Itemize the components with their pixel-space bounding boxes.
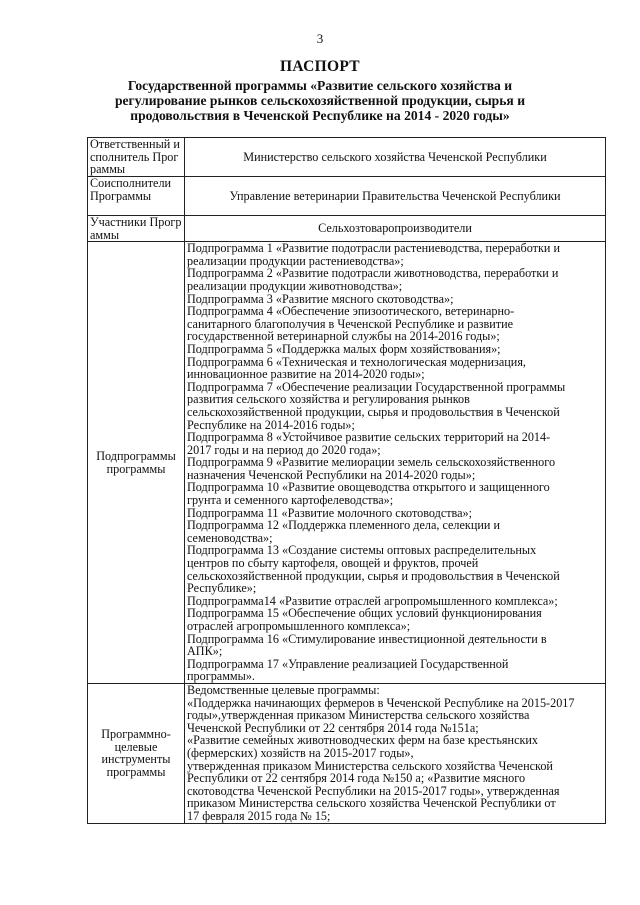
text-line: Республике»; (187, 581, 257, 596)
text-line: «Поддержка начинающих фермеров в Чеченской Республике на 2015-2017 (187, 695, 575, 710)
table-row-participants (88, 216, 606, 242)
text-line: семеноводства»; (187, 530, 273, 545)
text-line: инновационное развитие на 2014-2020 годы»; (187, 367, 425, 382)
text-line: грунта и семенного картофелеводства»; (187, 493, 394, 508)
text-line: Подпрограмма 1 «Развитие подотрасли растениеводства, переработки и (187, 241, 560, 256)
text-line: Подпрограмма 8 «Устойчивое развитие сельских территорий на 2014- (187, 430, 551, 445)
text-line: Подпрограмма 2 «Развитие подотрасли животноводства, переработки и (187, 266, 559, 281)
text-line: Подпрограмма 10 «Развитие овощеводства открытого и защищенного (187, 480, 550, 495)
label-instruments: Программно-целевые инструменты программы (88, 683, 185, 823)
text-line: 2017 годы и на период до 2020 года»; (187, 442, 381, 457)
text-line: Республики от 22 сентября 2014 года №150 а; «Развитие мясного (187, 771, 526, 786)
table-row-co-executors (88, 177, 606, 216)
text-line: Подпрограмма 9 «Развитие мелиорации земель сельскохозяйственного (187, 455, 556, 470)
value-instruments (185, 683, 606, 823)
text-line: государственной ветеринарной службы на 2014-2016 годы»; (187, 329, 500, 344)
document-subtitle (60, 78, 580, 123)
text-line: отраслей агропромышленного комплекса»; (187, 619, 411, 633)
table-row-instruments (88, 683, 606, 823)
document-title: ПАСПОРТ (280, 58, 360, 75)
text-line: Подпрограмма 12 «Поддержка племенного дела, селекции и (187, 518, 500, 533)
text-line: программы». (187, 669, 255, 684)
text-line: Подпрограмма 3 «Развитие мясного скотоводства»; (187, 291, 454, 306)
text-line: реализации продукции животноводства»; (187, 278, 403, 293)
subtitle-line: регулирование рынков сельскохозяйственной продукции, сырья и (114, 93, 526, 108)
text-line: сельскохозяйственной продукции, сырья и продовольствия в Чеченской (187, 404, 560, 419)
text-line: скотоводства Чеченской Республики на 2015-2017 годы», утвержденная (187, 783, 560, 798)
subtitle-line: продовольствия в Чеченской Республике на 2014 - 2020 годы» (130, 108, 510, 123)
label-responsible: Ответственный исполнитель Программы (88, 138, 185, 177)
text-line: сельскохозяйственной продукции, сырья и продовольствия в Чеченской (187, 568, 560, 583)
label-co-executors: Соисполнители Программы (88, 177, 185, 216)
label-subprograms: Подпрограммы программы (88, 242, 185, 684)
table-row-responsible (88, 138, 606, 177)
text-line: Подпрограмма 4 «Обеспечение эпизоотического, ветеринарно- (187, 304, 515, 319)
text-line: Подпрограмма 17 «Управление реализацией Государственной (187, 656, 509, 671)
text-line: назначения Чеченской Республики на 2014-2020 годы»; (187, 467, 476, 482)
passport-table (87, 137, 606, 824)
value-subprograms (185, 242, 606, 684)
text-line: 17 февраля 2015 года № 15; (187, 808, 331, 823)
text-line: Подпрограмма14 «Развитие отраслей агропромышленного комплекса»; (187, 593, 558, 608)
text-line: приказом Министерства сельского хозяйства Чеченской Республики от (187, 796, 556, 811)
text-line: Подпрограмма 13 «Создание системы оптовых распределительных (187, 543, 537, 558)
label-participants: Участники Программы (88, 216, 185, 242)
text-line: Подпрограмма 15 «Обеспечение общих условий функционирования (187, 606, 542, 621)
text-line: Подпрограмма 6 «Техническая и технологическая модернизация, (187, 354, 526, 369)
text-line: годы»,утвержденная приказом Министерства сельского хозяйства (187, 708, 530, 723)
text-line: Подпрограмма 5 «Поддержка малых форм хозяйствования»; (187, 341, 501, 356)
text-line: центров по сбыту картофеля, овощей и фруктов, прочей (187, 556, 479, 571)
text-line: санитарного благополучия в Чеченской Республике и развитие (187, 316, 514, 331)
text-line: утвержденная приказом Министерства сельского хозяйства Чеченской (187, 758, 553, 773)
text-line: Подпрограмма 11 «Развитие молочного скотоводства»; (187, 505, 473, 520)
text-line: АПК»; (187, 644, 223, 659)
text-line: Подпрограмма 7 «Обеспечение реализации Государственной программы (187, 379, 566, 394)
text-line: «Развитие семейных животноводческих ферм на базе крестьянских (187, 733, 539, 748)
text-line: развития сельского хозяйства и регулирования рынков (187, 392, 470, 407)
text-line: Подпрограмма 16 «Стимулирование инвестиционной деятельности в (187, 631, 547, 646)
value-participants: Сельхозтоваропроизводители (185, 216, 606, 242)
value-co-executors: Управление ветеринарии Правительства Чеченской Республики (185, 177, 606, 216)
subtitle-line: Государственной программы «Развитие сельского хозяйства и (127, 78, 513, 93)
text-line: реализации продукции растениеводства»; (187, 253, 404, 268)
text-line: Республике на 2014-2016 годы»; (187, 417, 355, 432)
page-number: 3 (316, 31, 324, 46)
text-line: Чеченской Республики от 22 сентября 2014 года №151а; (187, 720, 479, 735)
text-line: Ведомственные целевые программы: (187, 682, 380, 697)
value-responsible: Министерство сельского хозяйства Чеченской Республики (185, 138, 606, 177)
table-row-subprograms (88, 242, 606, 684)
text-line: (фермерских) хозяйств на 2015-2017 годы», (187, 745, 414, 760)
